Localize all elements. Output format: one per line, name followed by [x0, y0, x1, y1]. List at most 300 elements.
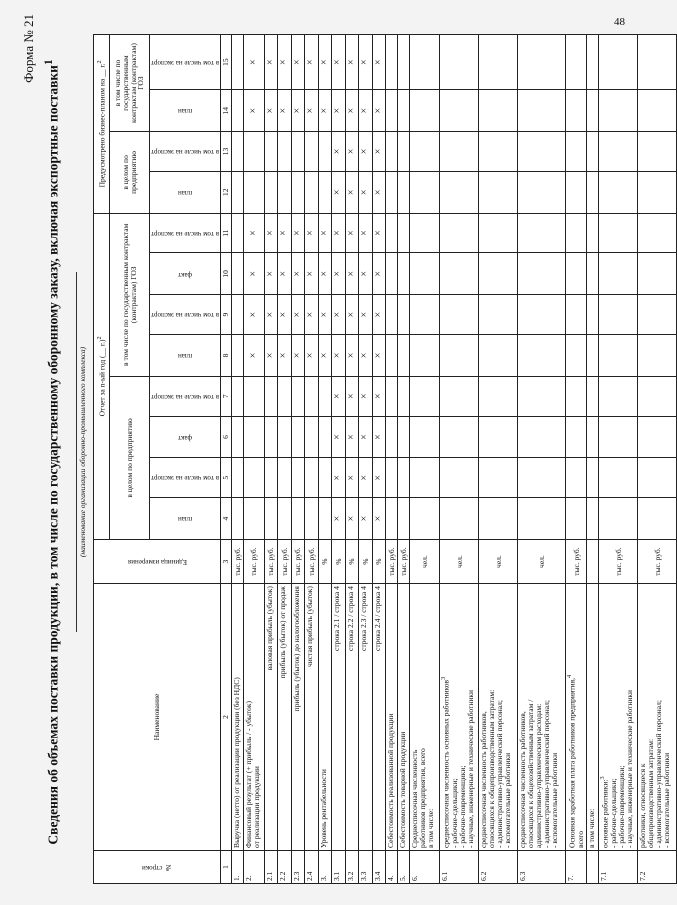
x-mark-cell: ×	[332, 35, 346, 90]
value-cell	[440, 376, 479, 416]
table-row	[264, 35, 278, 884]
row-number: 6.	[410, 850, 440, 883]
value-cell	[518, 171, 566, 213]
x-mark-cell: ×	[305, 90, 319, 132]
x-mark-cell: ×	[345, 253, 359, 295]
value-cell	[231, 458, 243, 498]
header-row-number: № строки	[141, 863, 173, 872]
row-number: 3.1	[332, 850, 346, 883]
value-cell	[398, 416, 410, 458]
x-mark-cell: ×	[359, 213, 373, 253]
x-mark-cell: ×	[291, 213, 305, 253]
value-cell	[566, 376, 587, 416]
row-number: 2.4	[305, 850, 319, 883]
value-cell	[599, 458, 638, 498]
value-cell	[587, 498, 599, 540]
value-cell	[566, 132, 587, 172]
value-cell	[386, 334, 398, 376]
row-unit: чел.	[440, 540, 479, 584]
x-mark-cell: ×	[359, 376, 373, 416]
x-mark-cell: ×	[345, 295, 359, 335]
x-mark-cell: ×	[345, 213, 359, 253]
value-cell	[398, 90, 410, 132]
header-incl-export: в том числе на экспорт	[151, 148, 219, 157]
table-row	[305, 35, 319, 884]
x-mark-cell: ×	[305, 253, 319, 295]
value-cell	[479, 253, 518, 295]
value-cell	[278, 498, 292, 540]
table-row	[638, 35, 677, 884]
row-number: 3.2	[345, 850, 359, 883]
x-mark-cell: ×	[305, 213, 319, 253]
value-cell	[264, 171, 278, 213]
value-cell	[566, 458, 587, 498]
header-unit: Единица измерения	[127, 558, 187, 567]
x-mark-cell: ×	[372, 498, 386, 540]
value-cell	[291, 498, 305, 540]
value-cell	[398, 171, 410, 213]
table-row	[243, 35, 264, 884]
x-mark-cell: ×	[345, 376, 359, 416]
column-number: 4	[220, 498, 231, 540]
header-plan: план	[177, 188, 193, 197]
row-number: 6.3	[518, 850, 566, 883]
value-cell	[386, 253, 398, 295]
x-mark-cell: ×	[305, 295, 319, 335]
header-incl-export: в том числе на экспорт	[151, 474, 219, 483]
value-cell	[264, 458, 278, 498]
value-cell	[479, 498, 518, 540]
header-incl-goz-2: в том числе по государственным контрактам (контрактам) ГОЗ	[110, 35, 150, 132]
row-unit: тыс. руб.	[291, 540, 305, 584]
row-name: Основная заработная плата работников предприятия,$^4$ всего	[566, 584, 587, 851]
x-mark-cell: ×	[318, 213, 332, 253]
value-cell	[243, 416, 264, 458]
row-name: строка 2.4 / строка 4	[372, 584, 386, 851]
row-number: 7.	[566, 850, 587, 883]
x-mark-cell: ×	[345, 171, 359, 213]
value-cell	[440, 334, 479, 376]
row-name: прибыль (убыток) от продаж	[278, 584, 292, 851]
value-cell	[566, 90, 587, 132]
x-mark-cell: ×	[305, 35, 319, 90]
value-cell	[231, 132, 243, 172]
row-name: Выручка (нетто) от реализации продукции (без НДС)	[231, 584, 243, 851]
org-name-line	[76, 272, 77, 632]
value-cell	[410, 171, 440, 213]
page-number: 48	[614, 16, 625, 28]
column-number: 14	[220, 90, 231, 132]
value-cell	[599, 416, 638, 458]
value-cell	[599, 171, 638, 213]
value-cell	[566, 213, 587, 253]
value-cell	[638, 498, 677, 540]
table-row	[410, 35, 440, 884]
x-mark-cell: ×	[278, 90, 292, 132]
row-name: Себестоимость реализованной продукции	[386, 584, 398, 851]
value-cell	[410, 132, 440, 172]
value-cell	[231, 253, 243, 295]
value-cell	[386, 132, 398, 172]
value-cell	[243, 498, 264, 540]
row-number: 3.	[318, 850, 332, 883]
value-cell	[518, 458, 566, 498]
value-cell	[231, 376, 243, 416]
x-mark-cell: ×	[372, 458, 386, 498]
value-cell	[440, 35, 479, 90]
row-unit: тыс. руб.	[566, 540, 587, 584]
table-row	[587, 35, 599, 884]
row-unit: %	[372, 540, 386, 584]
value-cell	[398, 35, 410, 90]
value-cell	[518, 498, 566, 540]
table-row	[386, 35, 398, 884]
value-cell	[398, 334, 410, 376]
table-row	[440, 35, 479, 884]
x-mark-cell: ×	[264, 35, 278, 90]
row-name: среднесписочная численность работников, относящихся к общепроизводственным затратам: - административно-управленческий персонал; - вспомогательные работники	[479, 584, 518, 851]
row-unit: чел.	[479, 540, 518, 584]
x-mark-cell: ×	[372, 213, 386, 253]
table-row	[291, 35, 305, 884]
x-mark-cell: ×	[332, 376, 346, 416]
table-row	[372, 35, 386, 884]
x-mark-cell: ×	[332, 416, 346, 458]
value-cell	[410, 458, 440, 498]
value-cell	[231, 90, 243, 132]
value-cell	[566, 498, 587, 540]
value-cell	[587, 132, 599, 172]
row-name: строка 2.3 / строка 4	[359, 584, 373, 851]
value-cell	[518, 213, 566, 253]
value-cell	[638, 90, 677, 132]
value-cell	[440, 498, 479, 540]
value-cell	[599, 498, 638, 540]
header-incl-export: в том числе на экспорт	[151, 58, 219, 67]
x-mark-cell: ×	[264, 334, 278, 376]
header-name: Наименование	[94, 584, 221, 851]
value-cell	[398, 498, 410, 540]
header-total-enterprise: в целом по предприятию	[110, 376, 150, 539]
x-mark-cell: ×	[359, 334, 373, 376]
value-cell	[587, 213, 599, 253]
x-mark-cell: ×	[278, 213, 292, 253]
value-cell	[264, 132, 278, 172]
row-name: среднесписочная численность работников, относящихся к общехозяйственным затратам / административно-управленческим расходам: - административно-управленческий персонал; - вспомогательные работники	[518, 584, 566, 851]
row-number: 6.2	[479, 850, 518, 883]
value-cell	[410, 35, 440, 90]
value-cell	[398, 253, 410, 295]
row-number: 4.	[386, 850, 398, 883]
value-cell	[518, 132, 566, 172]
row-number: 3.4	[372, 850, 386, 883]
header-forecast: Предусмотрено бизнес-планом на __ г.$^2$	[94, 35, 110, 214]
column-number: 9	[220, 295, 231, 335]
header-plan: план	[177, 515, 193, 524]
header-report: Отчет за n-ый год (__ г.)$^2$	[94, 213, 110, 539]
value-cell	[599, 295, 638, 335]
x-mark-cell: ×	[359, 35, 373, 90]
header-plan: план	[177, 352, 193, 361]
value-cell	[599, 35, 638, 90]
column-number: 10	[220, 253, 231, 295]
value-cell	[231, 334, 243, 376]
x-mark-cell: ×	[372, 132, 386, 172]
row-number: 7.2	[638, 850, 677, 883]
column-number: 5	[220, 458, 231, 498]
header-incl-export: в том числе на экспорт	[151, 311, 219, 320]
x-mark-cell: ×	[372, 35, 386, 90]
value-cell	[410, 295, 440, 335]
column-number: 12	[220, 171, 231, 213]
value-cell	[638, 334, 677, 376]
value-cell	[479, 334, 518, 376]
column-number: 6	[220, 416, 231, 458]
x-mark-cell: ×	[243, 253, 264, 295]
value-cell	[518, 35, 566, 90]
x-mark-cell: ×	[359, 90, 373, 132]
value-cell	[479, 213, 518, 253]
value-cell	[410, 416, 440, 458]
value-cell	[479, 458, 518, 498]
x-mark-cell: ×	[372, 90, 386, 132]
value-cell	[318, 171, 332, 213]
x-mark-cell: ×	[291, 334, 305, 376]
value-cell	[440, 213, 479, 253]
column-number: 11	[220, 213, 231, 253]
value-cell	[479, 171, 518, 213]
value-cell	[318, 458, 332, 498]
value-cell	[264, 376, 278, 416]
value-cell	[278, 132, 292, 172]
x-mark-cell: ×	[318, 35, 332, 90]
table-row	[566, 35, 587, 884]
value-cell	[638, 295, 677, 335]
value-cell	[587, 458, 599, 498]
table-row	[332, 35, 346, 884]
value-cell	[305, 376, 319, 416]
value-cell	[278, 416, 292, 458]
form-number: Форма № 21	[21, 14, 36, 83]
x-mark-cell: ×	[332, 295, 346, 335]
x-mark-cell: ×	[332, 90, 346, 132]
row-name: Финансовый результат (+ прибыль / - убыток) от реализации продукции	[243, 584, 264, 851]
row-unit: тыс. руб.	[599, 540, 638, 584]
value-cell	[318, 498, 332, 540]
value-cell	[386, 35, 398, 90]
x-mark-cell: ×	[318, 334, 332, 376]
value-cell	[599, 376, 638, 416]
column-number: 2	[220, 584, 231, 851]
value-cell	[386, 376, 398, 416]
value-cell	[599, 213, 638, 253]
value-cell	[638, 213, 677, 253]
value-cell	[318, 132, 332, 172]
value-cell	[587, 90, 599, 132]
table-row	[231, 35, 243, 884]
value-cell	[638, 458, 677, 498]
value-cell	[518, 253, 566, 295]
row-number: 7.1	[599, 850, 638, 883]
value-cell	[479, 90, 518, 132]
value-cell	[566, 334, 587, 376]
row-name: среднесписочная численность основных работников$^3$ - рабочие-сдельщики; - рабочие-повременщики; - научные, инженерные и технические работники	[440, 584, 479, 851]
row-unit: чел.	[518, 540, 566, 584]
value-cell	[518, 376, 566, 416]
row-number: 2.	[243, 850, 264, 883]
value-cell	[231, 171, 243, 213]
row-unit: тыс. руб.	[264, 540, 278, 584]
x-mark-cell: ×	[243, 35, 264, 90]
row-unit: тыс. руб.	[243, 540, 264, 584]
org-name-caption: (наименование организации оборонно-промышленного комплекса)	[78, 346, 87, 558]
x-mark-cell: ×	[332, 334, 346, 376]
value-cell	[440, 253, 479, 295]
x-mark-cell: ×	[291, 253, 305, 295]
header-incl-export: в том числе на экспорт	[151, 229, 219, 238]
x-mark-cell: ×	[345, 458, 359, 498]
x-mark-cell: ×	[318, 295, 332, 335]
value-cell	[638, 171, 677, 213]
value-cell	[479, 35, 518, 90]
x-mark-cell: ×	[359, 171, 373, 213]
value-cell	[638, 132, 677, 172]
row-unit	[587, 540, 599, 584]
value-cell	[386, 171, 398, 213]
value-cell	[398, 132, 410, 172]
value-cell	[398, 376, 410, 416]
value-cell	[291, 458, 305, 498]
column-number: 8	[220, 334, 231, 376]
x-mark-cell: ×	[332, 213, 346, 253]
table-row	[318, 35, 332, 884]
row-number: 6.1	[440, 850, 479, 883]
row-number: 2.2	[278, 850, 292, 883]
value-cell	[599, 132, 638, 172]
value-cell	[566, 416, 587, 458]
row-number: 2.3	[291, 850, 305, 883]
x-mark-cell: ×	[332, 253, 346, 295]
value-cell	[278, 458, 292, 498]
header-incl-goz: в том числе по государственным контрактам (контрактам) ГОЗ	[110, 213, 150, 376]
value-cell	[440, 295, 479, 335]
row-name: строка 2.1 / строка 4	[332, 584, 346, 851]
value-cell	[440, 416, 479, 458]
value-cell	[231, 35, 243, 90]
rotated-form-page	[15, 2, 672, 902]
value-cell	[587, 334, 599, 376]
x-mark-cell: ×	[372, 253, 386, 295]
x-mark-cell: ×	[372, 334, 386, 376]
value-cell	[479, 376, 518, 416]
x-mark-cell: ×	[372, 171, 386, 213]
value-cell	[638, 376, 677, 416]
row-name: валовая прибыль (убыток)	[264, 584, 278, 851]
row-number	[587, 850, 599, 883]
column-number: 7	[220, 376, 231, 416]
x-mark-cell: ×	[359, 132, 373, 172]
row-unit: тыс. руб.	[398, 540, 410, 584]
x-mark-cell: ×	[372, 416, 386, 458]
row-name: Уровень рентабельности	[318, 584, 332, 851]
row-unit: тыс. руб.	[278, 540, 292, 584]
x-mark-cell: ×	[264, 253, 278, 295]
value-cell	[386, 90, 398, 132]
table-row	[599, 35, 638, 884]
value-cell	[231, 295, 243, 335]
value-cell	[587, 253, 599, 295]
row-name: Себестоимость товарной продукции	[398, 584, 410, 851]
x-mark-cell: ×	[318, 253, 332, 295]
row-number: 5.	[398, 850, 410, 883]
row-name: чистая прибыль (убыток)	[305, 584, 319, 851]
x-mark-cell: ×	[332, 132, 346, 172]
table-row	[398, 35, 410, 884]
value-cell	[264, 416, 278, 458]
row-unit: тыс. руб.	[638, 540, 677, 584]
value-cell	[318, 376, 332, 416]
x-mark-cell: ×	[278, 295, 292, 335]
table-row	[479, 35, 518, 884]
value-cell	[566, 35, 587, 90]
row-number: 2.1	[264, 850, 278, 883]
row-name: основные работники:$^3$ - рабочие-сдельщики; - рабочие-повременщики; - научные, инженерные и технические работники	[599, 584, 638, 851]
value-cell	[587, 35, 599, 90]
x-mark-cell: ×	[345, 416, 359, 458]
value-cell	[638, 253, 677, 295]
x-mark-cell: ×	[345, 35, 359, 90]
value-cell	[638, 416, 677, 458]
value-cell	[566, 171, 587, 213]
x-mark-cell: ×	[278, 334, 292, 376]
x-mark-cell: ×	[372, 295, 386, 335]
value-cell	[587, 376, 599, 416]
x-mark-cell: ×	[345, 498, 359, 540]
value-cell	[231, 213, 243, 253]
x-mark-cell: ×	[291, 295, 305, 335]
table-row	[345, 35, 359, 884]
value-cell	[398, 213, 410, 253]
row-name: прибыль (убыток) до налогообложения	[291, 584, 305, 851]
row-name: работники, относящиеся к общепроизводственным затратам: - административно-управленческий персонал; - вспомогательные работники	[638, 584, 677, 851]
value-cell	[305, 458, 319, 498]
value-cell	[231, 498, 243, 540]
value-cell	[386, 498, 398, 540]
x-mark-cell: ×	[359, 458, 373, 498]
value-cell	[278, 171, 292, 213]
x-mark-cell: ×	[243, 90, 264, 132]
value-cell	[305, 171, 319, 213]
value-cell	[231, 416, 243, 458]
row-unit: %	[359, 540, 373, 584]
header-fact: факт	[177, 270, 192, 279]
value-cell	[398, 458, 410, 498]
x-mark-cell: ×	[243, 295, 264, 335]
data-table	[93, 34, 677, 884]
value-cell	[599, 334, 638, 376]
x-mark-cell: ×	[243, 334, 264, 376]
value-cell	[291, 416, 305, 458]
header-plan: план	[177, 107, 193, 116]
column-number: 13	[220, 132, 231, 172]
value-cell	[479, 132, 518, 172]
row-unit: %	[332, 540, 346, 584]
x-mark-cell: ×	[264, 295, 278, 335]
x-mark-cell: ×	[305, 334, 319, 376]
value-cell	[410, 376, 440, 416]
row-number: 3.3	[359, 850, 373, 883]
row-unit: чел.	[410, 540, 440, 584]
